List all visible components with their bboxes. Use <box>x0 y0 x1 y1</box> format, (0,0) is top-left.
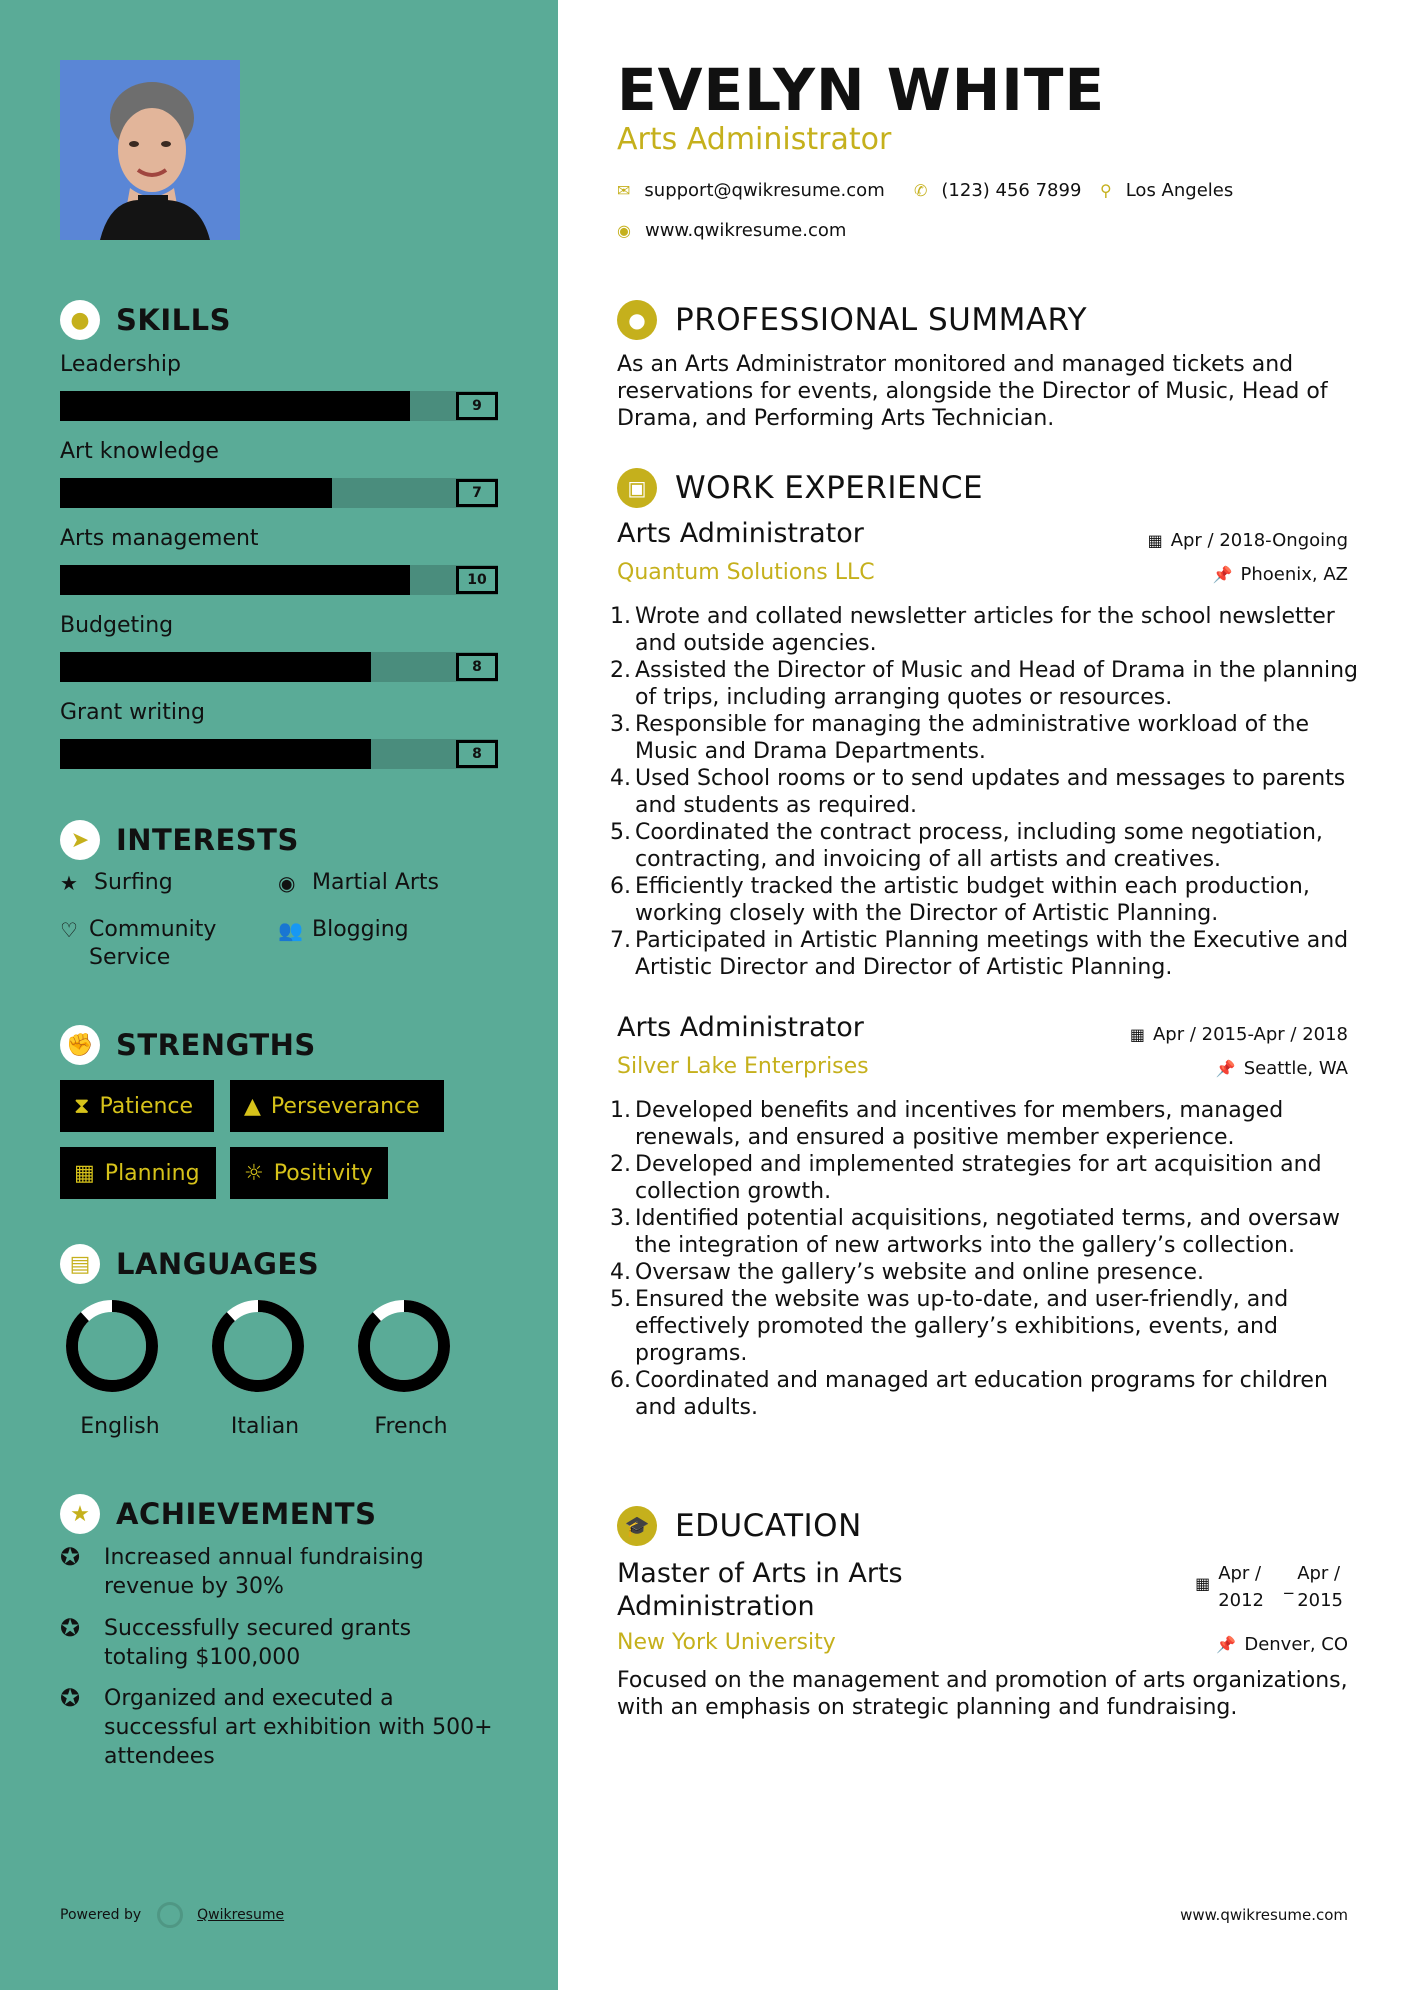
skill-rating: 8 <box>456 740 498 768</box>
language-ring-progress <box>364 1306 444 1386</box>
hand-icon: ♡ <box>60 918 78 942</box>
skill-label: Arts management <box>60 526 259 551</box>
skill-bar <box>60 565 498 595</box>
job-company: Silver Lake Enterprises <box>617 1054 869 1079</box>
skill-bar-fill <box>60 478 332 508</box>
skill-bar-fill <box>60 652 371 682</box>
list-item: 3. Identified potential acquisitions, negotiated terms, and oversaw the integration of new artworks into the gallery’s collection. <box>610 1206 1340 1258</box>
education-school: New York University <box>617 1630 836 1655</box>
user-icon: ● <box>617 300 657 340</box>
job-dates: ▦ Apr / 2015-Apr / 2018 <box>1129 1024 1348 1045</box>
phone-icon: ✆ <box>914 181 928 200</box>
calendar-icon: ▦ <box>1195 1574 1211 1593</box>
contact-website: ◉ www.qwikresume.com <box>617 220 847 241</box>
language-ring <box>210 1298 306 1398</box>
education-heading: 🎓 EDUCATION <box>617 1506 862 1546</box>
language-ring-progress <box>218 1306 298 1386</box>
candidate-title: Arts Administrator <box>617 122 892 157</box>
skills-heading: ● SKILLS <box>60 300 231 340</box>
interest-item: ★ Surfing <box>60 870 173 895</box>
strength-badge: ▲ Perseverance <box>230 1080 444 1132</box>
candidate-name: EVELYN WHITE <box>617 56 1106 124</box>
sun-icon: ☼ <box>244 1160 264 1186</box>
briefcase-icon: ▣ <box>617 468 657 508</box>
skill-rating: 7 <box>456 479 498 507</box>
language-label: French <box>374 1414 448 1439</box>
calendar-icon: ▦ <box>1147 531 1163 550</box>
star-badge-icon: ★ <box>60 1494 100 1534</box>
strength-badge: ⧗ Patience <box>60 1080 214 1132</box>
paper-plane-icon: ➤ <box>60 820 100 860</box>
road-icon: ▲ <box>244 1093 261 1119</box>
contact-phone: ✆ (123) 456 7899 <box>914 180 1082 201</box>
list-item: 5. Ensured the website was up-to-date, and user-friendly, and effectively promoted the gallery’s exhibitions, events, and programs. <box>610 1287 1289 1366</box>
id-card-icon: ▤ <box>60 1244 100 1284</box>
job-bullets <box>610 1097 1360 1421</box>
job-company: Quantum Solutions LLC <box>617 560 875 585</box>
award-star-icon: ✪ <box>60 1543 81 1571</box>
calendar-icon: ▦ <box>74 1160 95 1186</box>
language-label: Italian <box>230 1414 300 1439</box>
job-location: 📌 Phoenix, AZ <box>1212 564 1348 585</box>
map-pin-icon: ⚲ <box>1100 181 1112 200</box>
sidebar <box>0 0 558 1990</box>
contact-email: ✉ support@qwikresume.com <box>617 180 885 201</box>
skill-label: Budgeting <box>60 613 174 638</box>
interest-item: ♡ Community Service <box>60 917 217 970</box>
list-item: 3. Responsible for managing the administrative workload of the Music and Drama Departments. <box>610 712 1309 764</box>
strengths-heading: ✊ STRENGTHS <box>60 1025 316 1065</box>
achievement-item: ✪ Successfully secured grants totaling $100,000 <box>60 1614 412 1670</box>
list-item: 6. Coordinated and managed art education programs for children and adults. <box>610 1368 1328 1420</box>
achievement-item: ✪ Increased annual fundraising revenue by 30% <box>60 1543 424 1599</box>
education-end: _ Apr / 2015 <box>1284 1563 1343 1611</box>
skill-label: Art knowledge <box>60 439 219 464</box>
list-item: 2. Developed and implemented strategies for art acquisition and collection growth. <box>610 1152 1322 1204</box>
award-star-icon: ✪ <box>60 1684 81 1712</box>
calendar-icon: ▦ <box>1129 1025 1145 1044</box>
summary-heading: ● PROFESSIONAL SUMMARY <box>617 300 1087 340</box>
achievement-item: ✪ Organized and executed a successful art exhibition with 500+ attendees <box>60 1684 493 1769</box>
education-degree: Master of Arts in Arts Administration <box>617 1558 903 1622</box>
globe-icon: ◉ <box>617 221 631 240</box>
skill-rating: 10 <box>456 566 498 594</box>
fist-icon: ✊ <box>60 1025 100 1065</box>
skill-bar <box>60 652 498 682</box>
pin-icon: 📌 <box>1216 1635 1237 1654</box>
job-role: Arts Administrator <box>617 1012 864 1043</box>
language-ring-svg <box>64 1298 160 1394</box>
interest-item: 👥 Blogging <box>278 917 409 942</box>
job-dates: ▦ Apr / 2018-Ongoing <box>1147 530 1348 551</box>
profile-photo <box>60 60 240 240</box>
skill-bar-fill <box>60 565 410 595</box>
powered-by: Powered by Qwikresume <box>60 1902 284 1928</box>
pin-icon: 📌 <box>1212 565 1233 584</box>
languages-heading: ▤ LANGUAGES <box>60 1244 319 1284</box>
education-start: ▦ Apr / 2012 <box>1195 1563 1264 1611</box>
globe-icon: ◉ <box>278 871 296 895</box>
interests-heading: ➤ INTERESTS <box>60 820 299 860</box>
job-role: Arts Administrator <box>617 518 864 549</box>
language-ring-svg <box>210 1298 306 1394</box>
users-icon: 👥 <box>278 918 303 942</box>
achievements-heading: ★ ACHIEVEMENTS <box>60 1494 376 1534</box>
interest-item: ◉ Martial Arts <box>278 870 440 895</box>
list-item: 4. Used School rooms or to send updates and messages to parents and students as required. <box>610 766 1346 818</box>
skill-bar <box>60 391 498 421</box>
award-star-icon: ✪ <box>60 1614 81 1642</box>
skill-rating: 9 <box>456 392 498 420</box>
list-item: 4. Oversaw the gallery’s website and online presence. <box>610 1260 1204 1285</box>
strength-badge: ☼ Positivity <box>230 1147 388 1199</box>
portrait-image <box>60 60 240 240</box>
strength-badge: ▦ Planning <box>60 1147 216 1199</box>
language-ring <box>64 1298 160 1398</box>
experience-heading: ▣ WORK EXPERIENCE <box>617 468 983 508</box>
language-ring-svg <box>356 1298 452 1394</box>
contact-location: ⚲ Los Angeles <box>1100 180 1234 201</box>
lightbulb-icon: ● <box>60 300 100 340</box>
list-item: 6. Efficiently tracked the artistic budget within each production, working closely with the Director of Artistic Planning. <box>610 874 1310 926</box>
skill-rating: 8 <box>456 653 498 681</box>
skill-bar-fill <box>60 391 410 421</box>
summary-text: As an Arts Administrator monitored and managed tickets and reservations for events, alongside the Director of Music, Head of Drama, and Performing Arts Technician. <box>617 352 1328 431</box>
skill-bar <box>60 739 498 769</box>
envelope-icon: ✉ <box>617 181 631 200</box>
star-icon: ★ <box>60 871 78 895</box>
education-location: 📌 Denver, CO <box>1216 1634 1348 1655</box>
hourglass-icon: ⧗ <box>74 1093 90 1119</box>
qwikresume-link[interactable]: Qwikresume <box>197 1907 285 1923</box>
skill-bar <box>60 478 498 508</box>
list-item: 1. Wrote and collated newsletter articles for the school newsletter and outside agencies. <box>610 604 1335 656</box>
list-item: 1. Developed benefits and incentives for members, managed renewals, and ensured a positive member experience. <box>610 1098 1284 1150</box>
language-ring <box>356 1298 452 1398</box>
footer-url[interactable]: www.qwikresume.com <box>1180 1906 1348 1924</box>
list-item: 2. Assisted the Director of Music and Head of Drama in the planning of trips, including arranging quotes or resources. <box>610 658 1359 710</box>
list-item: 5. Coordinated the contract process, including some negotiation, contracting, and invoicing of all artists and creatives. <box>610 820 1323 872</box>
pin-icon: 📌 <box>1215 1059 1236 1078</box>
list-item: 7. Participated in Artistic Planning meetings with the Executive and Artistic Director and Director of Artistic Planning. <box>610 928 1349 980</box>
skill-bar-fill <box>60 739 371 769</box>
language-ring-progress <box>72 1306 152 1386</box>
qwikresume-logo-icon <box>157 1902 183 1928</box>
education-text: Focused on the management and promotion of arts organizations, with an emphasis on strategic planning and fundraising. <box>617 1668 1348 1720</box>
language-label: English <box>80 1414 160 1439</box>
job-location: 📌 Seattle, WA <box>1215 1058 1348 1079</box>
skill-label: Grant writing <box>60 700 205 725</box>
graduate-icon: 🎓 <box>617 1506 657 1546</box>
skill-label: Leadership <box>60 352 181 377</box>
job-bullets <box>610 603 1360 981</box>
